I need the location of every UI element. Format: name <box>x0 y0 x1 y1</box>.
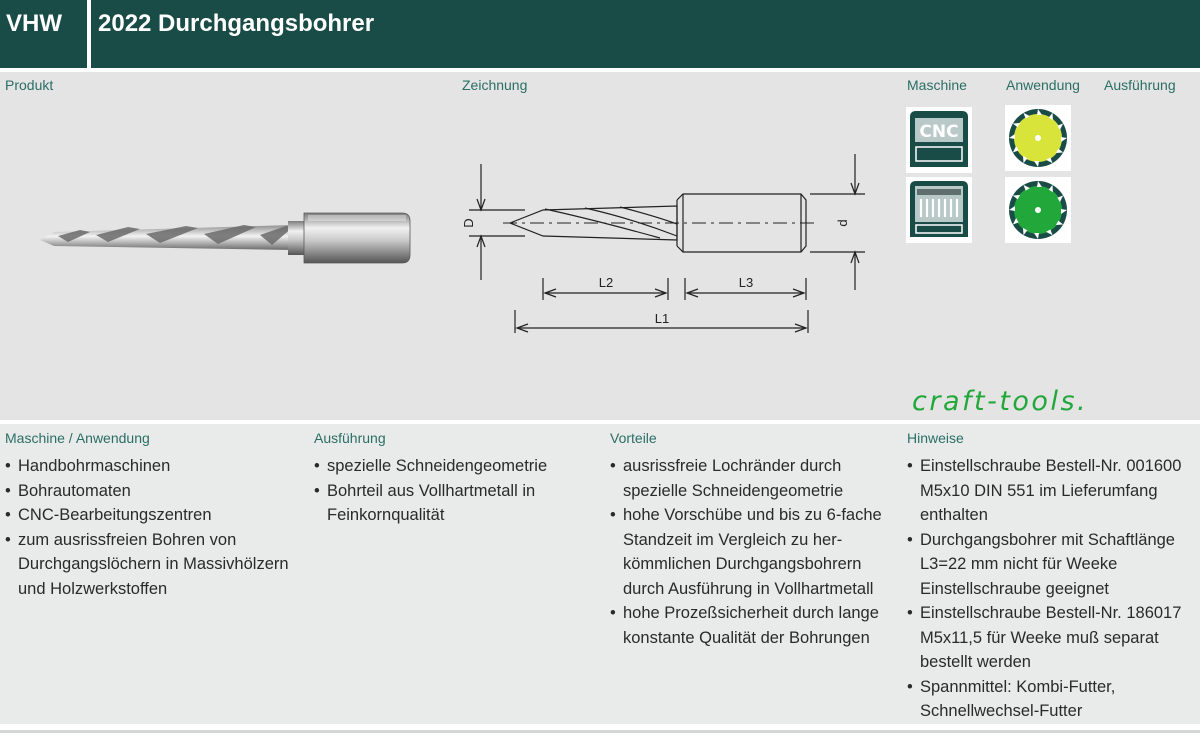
cnc-machine-icon <box>906 107 972 173</box>
list-item: • zum ausrissfreien Bohren von Durchgangslöchern in Massivhölzern und Holzwerkstoffen <box>5 528 307 602</box>
brand-logo: craft-tools. <box>912 386 1089 417</box>
list-item: • Handbohrmaschinen <box>5 454 307 479</box>
dim-L2: L2 <box>598 275 614 290</box>
list-item: • Durchgangsbohrer mit Schaftlänge L3=22 mm nicht für Weeke Einstellschraube geeignet <box>907 528 1196 602</box>
list-hinweise <box>907 454 1196 724</box>
drill-bit-photo <box>38 205 418 269</box>
column-heading-ausfuehrung: Ausführung <box>314 430 386 446</box>
dim-L3: L3 <box>738 275 754 290</box>
page-title: 2022 Durchgangsbohrer <box>98 10 375 37</box>
list-ausfuehrung <box>314 454 584 528</box>
list-item: • ausrissfreie Lochränder durch spezielle Schneidengeometrie <box>610 454 902 503</box>
list-item: • Einstellschraube Bestell-Nr. 001600 M5x10 DIN 551 im Lieferumfang enthalten <box>907 454 1196 528</box>
label-produkt: Produkt <box>5 77 54 93</box>
product-code: VHW <box>6 10 62 37</box>
saw-blade-yellow-icon <box>1005 105 1071 171</box>
dim-d: d <box>835 219 850 227</box>
header-divider <box>87 0 91 68</box>
boring-machine-icon <box>906 177 972 243</box>
header-bar <box>0 0 1200 68</box>
list-item: • Bohrautomaten <box>5 479 307 504</box>
technical-drawing <box>455 150 875 340</box>
dim-D: D <box>461 218 476 228</box>
bottom-divider <box>0 730 1200 733</box>
list-vorteile <box>610 454 902 650</box>
list-item: • Bohrteil aus Vollhartmetall in Feinkornqualität <box>314 479 584 528</box>
label-zeichnung: Zeichnung <box>462 77 528 93</box>
label-anwendung: Anwendung <box>1006 77 1080 93</box>
list-item: • hohe Prozeßsicherheit durch lange konstante Qualität der Bohrungen <box>610 601 902 650</box>
column-heading-maschine-anwendung: Maschine / Anwendung <box>5 430 150 446</box>
list-item: • hohe Vorschübe und bis zu 6-fache Standzeit im Vergleich zu herkömmlichen Durchgangsbohrern durch Ausführung in Vollhartmetall <box>610 503 902 601</box>
dim-L1: L1 <box>654 311 670 326</box>
cnc-label: CNC <box>919 122 959 142</box>
list-item: • CNC-Bearbeitungszentren <box>5 503 307 528</box>
column-heading-vorteile: Vorteile <box>610 430 657 446</box>
list-maschine-anwendung <box>5 454 307 601</box>
list-item: • Spannmittel: Kombi-Futter, Schnellwechsel-Futter <box>907 675 1196 724</box>
label-maschine: Maschine <box>907 77 967 93</box>
saw-blade-green-icon <box>1005 177 1071 243</box>
column-heading-hinweise: Hinweise <box>907 430 964 446</box>
list-item: • spezielle Schneidengeometrie <box>314 454 584 479</box>
label-ausfuehrung: Ausführung <box>1104 77 1176 93</box>
list-item: • Einstellschraube Bestell-Nr. 186017 M5x11,5 für Weeke muß separat bestellt werden <box>907 601 1196 675</box>
